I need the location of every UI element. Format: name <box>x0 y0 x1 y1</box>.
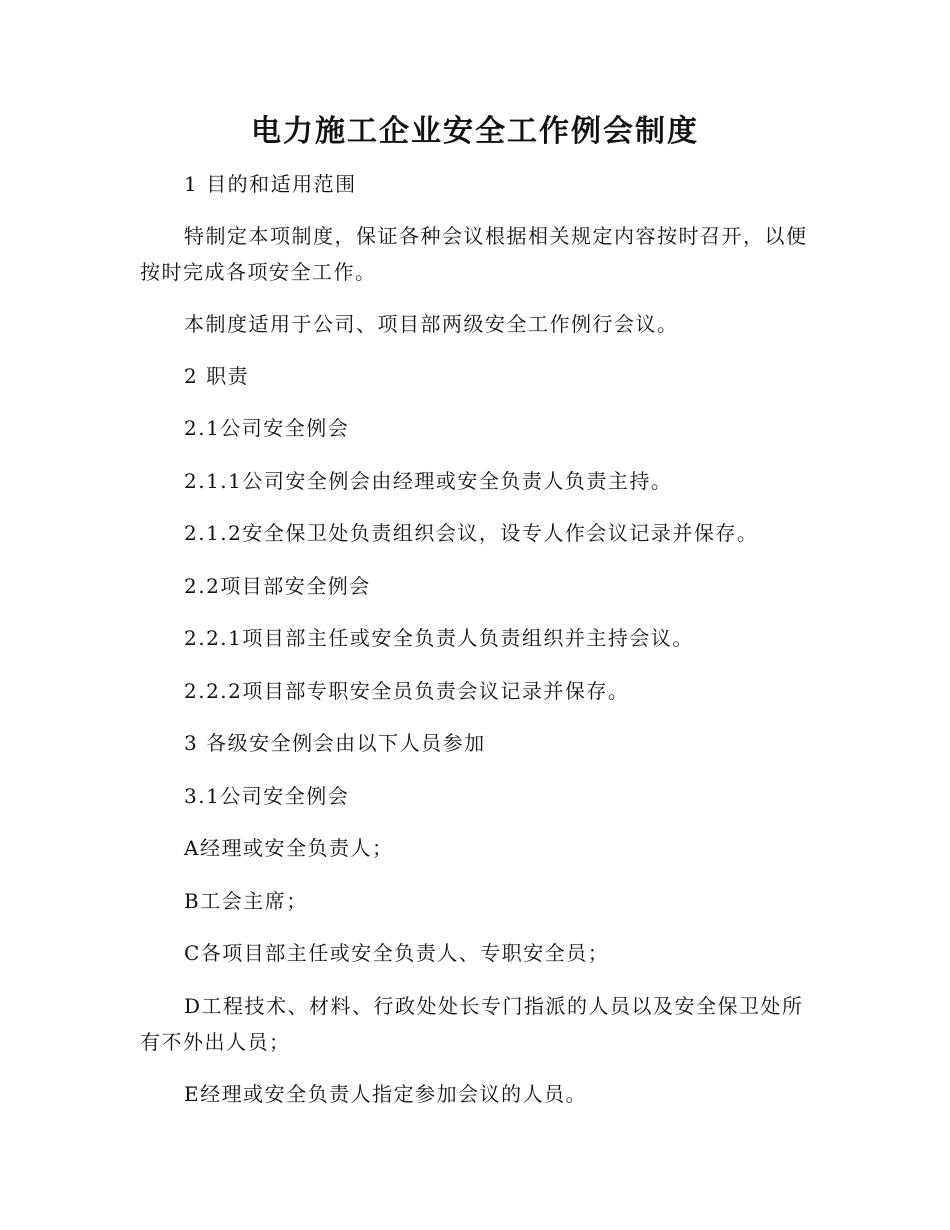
paragraph-scope: 本制度适用于公司、项目部两级安全工作例行会议。 <box>184 312 679 336</box>
subsection-heading-2-2: 2.2项目部安全例会 <box>184 574 371 598</box>
document-title: 电力施工企业安全工作例会制度 <box>251 114 699 149</box>
paragraph-2-2-2: 2.2.2项目部专职安全员负责会议记录并保存。 <box>184 679 630 703</box>
list-item-a: A经理或安全负责人； <box>184 836 394 860</box>
paragraph-2-1-2: 2.1.2安全保卫处负责组织会议，设专人作会议记录并保存。 <box>184 521 759 545</box>
section-heading-1: 1 目的和适用范围 <box>184 172 357 196</box>
paragraph-2-2-1: 2.2.1项目部主任或安全负责人负责组织并主持会议。 <box>184 626 694 650</box>
list-item-d: D工程技术、材料、行政处处长专门指派的人员以及安全保卫处所有不外出人员； <box>140 994 804 1054</box>
list-item-b: B工会主席； <box>184 889 308 913</box>
paragraph-2-1-1: 2.1.1公司安全例会由经理或安全负责人负责主持。 <box>184 469 673 493</box>
subsection-heading-3-1: 3.1公司安全例会 <box>184 784 350 808</box>
paragraph-purpose: 特制定本项制度，保证各种会议根据相关规定内容按时召开，以便按时完成各项安全工作。 <box>140 224 808 284</box>
section-heading-3: 3 各级安全例会由以下人员参加 <box>184 731 486 755</box>
list-item-e: E经理或安全负责人指定参加会议的人员。 <box>184 1082 588 1106</box>
subsection-heading-2-1: 2.1公司安全例会 <box>184 416 350 440</box>
list-item-c: C各项目部主任或安全负责人、专职安全员； <box>184 941 610 965</box>
section-heading-2: 2 职责 <box>184 364 250 388</box>
